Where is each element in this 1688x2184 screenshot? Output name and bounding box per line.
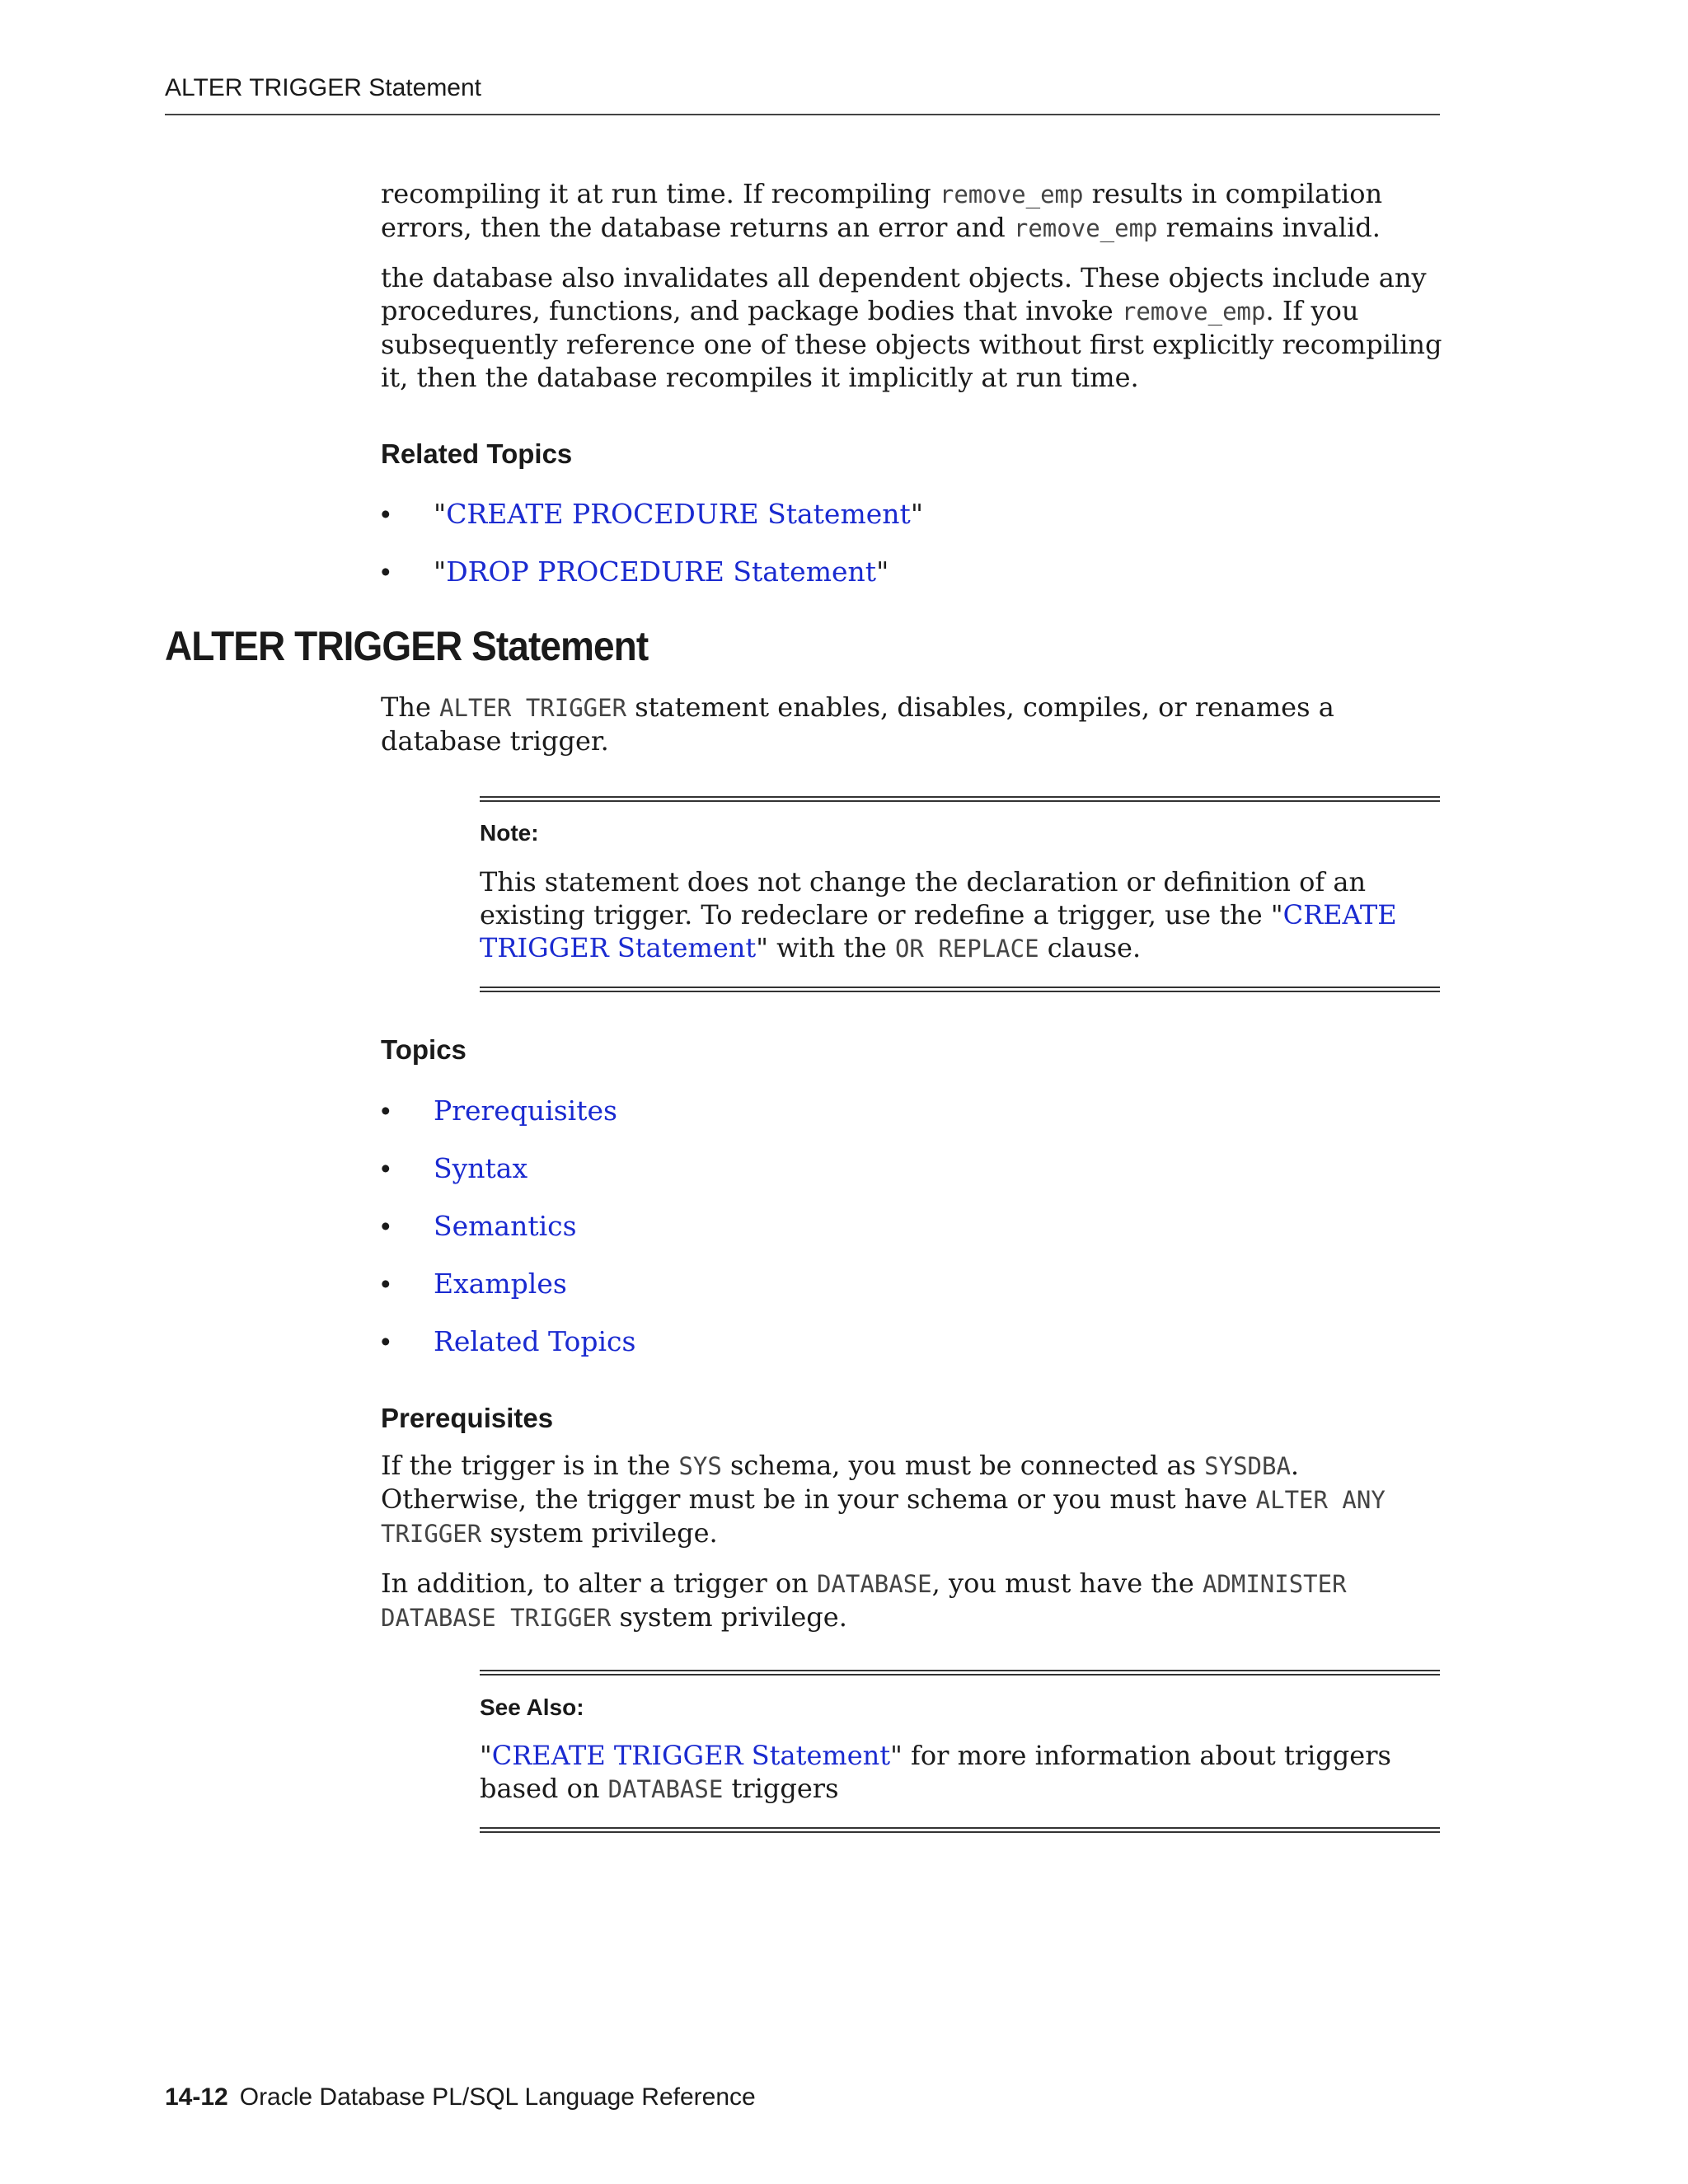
text: schema, you must be connected as xyxy=(721,1450,1205,1481)
paragraph xyxy=(381,691,1444,757)
link-drop-procedure[interactable]: DROP PROCEDURE Statement xyxy=(446,555,877,588)
code-term: DATABASE xyxy=(607,1775,724,1803)
note-top-rule xyxy=(480,796,1440,802)
text: . Otherwise, the trigger must be in your schema or you must have xyxy=(381,1450,1300,1515)
text: the database also invalidates all dependent objects. These objects include any procedures, functions, and package bodies that invoke xyxy=(381,262,1427,326)
section-title: ALTER TRIGGER Statement xyxy=(165,623,649,669)
see-also-bottom-rule xyxy=(480,1827,1440,1833)
book-title: Oracle Database PL/SQL Language Reference xyxy=(239,2083,756,2111)
see-also-label: See Also: xyxy=(480,1694,584,1720)
text: In addition, to alter a trigger on xyxy=(381,1568,817,1599)
link-prerequisites[interactable]: Prerequisites xyxy=(434,1094,617,1127)
code-term: remove_emp xyxy=(1013,214,1158,242)
link-create-procedure[interactable]: CREATE PROCEDURE Statement xyxy=(446,498,911,530)
text: triggers xyxy=(723,1773,839,1804)
text: clause. xyxy=(1039,932,1142,963)
text: results in compilation errors, then the database returns an error and xyxy=(381,178,1383,243)
paragraph xyxy=(480,1739,1440,1806)
page-number: 14-12 xyxy=(165,2083,228,2111)
link-semantics[interactable]: Semantics xyxy=(434,1210,577,1242)
intro-block xyxy=(381,177,1444,394)
bullet-icon: • xyxy=(381,1326,391,1357)
link-create-trigger[interactable]: CREATE TRIGGER Statement xyxy=(480,899,1397,963)
link-examples[interactable]: Examples xyxy=(434,1268,567,1300)
link-syntax[interactable]: Syntax xyxy=(434,1152,528,1184)
text: system privilege. xyxy=(481,1517,718,1549)
bullet-icon: • xyxy=(381,499,391,529)
note-bottom-rule xyxy=(480,987,1440,992)
bullet-icon: • xyxy=(381,556,391,587)
code-term: SYSDBA xyxy=(1204,1452,1291,1480)
subheading-topics: Topics xyxy=(381,1034,467,1065)
note-label: Note: xyxy=(480,820,539,846)
running-header: ALTER TRIGGER Statement xyxy=(165,74,1440,115)
section-intro xyxy=(381,691,1444,757)
text: If the trigger is in the xyxy=(381,1450,679,1481)
paragraph xyxy=(381,177,1444,245)
paragraph xyxy=(381,261,1444,394)
paragraph xyxy=(480,865,1440,965)
text: " xyxy=(480,1740,492,1771)
link-create-trigger[interactable]: CREATE TRIGGER Statement xyxy=(491,1740,891,1771)
link-related-topics[interactable]: Related Topics xyxy=(434,1325,636,1357)
see-also-top-rule xyxy=(480,1670,1440,1675)
code-term: ADMINISTER DATABASE TRIGGER xyxy=(381,1570,1347,1632)
code-term: ALTER ANY TRIGGER xyxy=(381,1486,1386,1548)
text: " for more information about triggers based on xyxy=(480,1740,1391,1804)
code-term: remove_emp xyxy=(1121,298,1266,326)
paragraph xyxy=(381,1567,1444,1634)
page-footer xyxy=(165,2083,756,2111)
bullet-icon: • xyxy=(381,1153,391,1183)
bullet-icon: • xyxy=(381,1268,391,1299)
text: , you must have the xyxy=(931,1568,1203,1599)
text: The xyxy=(381,691,440,723)
subheading-prerequisites: Prerequisites xyxy=(381,1403,554,1433)
code-term: ALTER TRIGGER xyxy=(439,694,627,722)
note-body xyxy=(480,865,1440,965)
text: system privilege. xyxy=(611,1601,847,1633)
code-term: OR REPLACE xyxy=(894,935,1039,963)
text: . If you subsequently reference one of these objects without first explicitly recompiling it, then the database recompiles it implicitly at run time. xyxy=(381,295,1442,393)
text: recompiling it at run time. If recompiling xyxy=(381,178,940,209)
see-also-body xyxy=(480,1739,1440,1806)
subheading-related-topics: Related Topics xyxy=(381,438,573,469)
bullet-icon: • xyxy=(381,1095,391,1126)
bullet-icon: • xyxy=(381,1211,391,1241)
text: remains invalid. xyxy=(1157,212,1381,243)
prerequisites-body xyxy=(381,1449,1444,1634)
text: statement enables, disables, compiles, or renames a database trigger. xyxy=(381,691,1334,757)
paragraph xyxy=(381,1449,1444,1550)
code-term: remove_emp xyxy=(939,180,1084,209)
code-term: DATABASE xyxy=(816,1570,932,1598)
code-term: SYS xyxy=(678,1452,722,1480)
text: " with the xyxy=(756,932,895,963)
text: This statement does not change the declaration or definition of an existing trigger. To redeclare or redefine a trigger, use the " xyxy=(480,866,1367,930)
